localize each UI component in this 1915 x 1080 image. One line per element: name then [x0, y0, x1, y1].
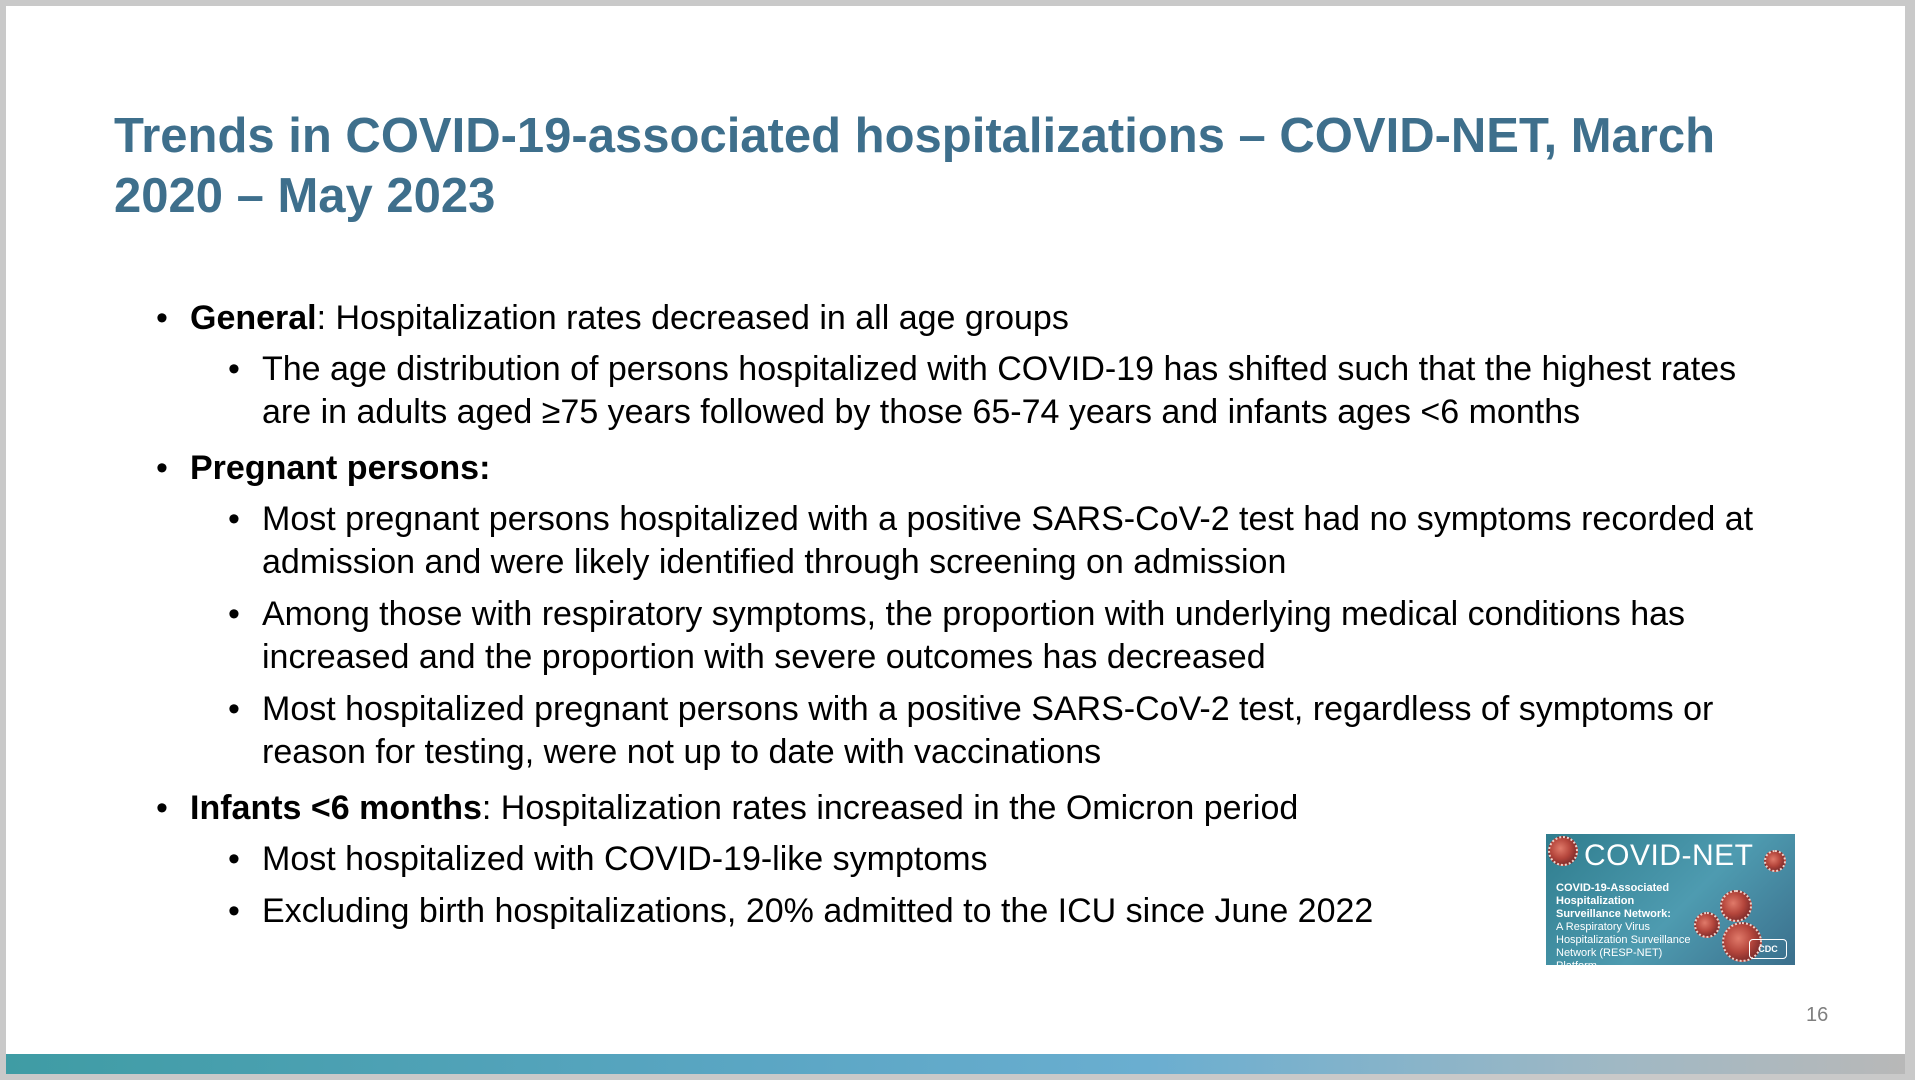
sub-bullet: • Most hospitalized pregnant persons with a positive SARS-CoV-2 test, regardless of symptoms or reason for testing, were not up to date with vaccinations — [146, 688, 1766, 774]
bullet-general-text: : Hospitalization rates decreased in all age groups — [316, 299, 1069, 337]
sub-bullet: • The age distribution of persons hospitalized with COVID-19 has shifted such that the highest rates are in adults aged ≥75 years followed by those 65-74 years and infants ages <6 months — [146, 348, 1766, 434]
bullet-infants-label: Infants <6 months — [190, 789, 482, 827]
page-number: 16 — [1806, 1004, 1829, 1026]
bullet-pregnant-label: Pregnant persons: — [190, 449, 491, 487]
bullet-infants-text: : Hospitalization rates increased in the Omicron period — [481, 789, 1299, 827]
cdc-logo-icon: CDC — [1749, 939, 1787, 959]
bullet-infants — [146, 786, 1766, 830]
bullet-general — [146, 296, 1766, 340]
logo-line: A Respiratory Virus — [1556, 921, 1650, 933]
logo-line: Surveillance Network: — [1556, 908, 1671, 920]
footer-bar — [6, 1054, 1905, 1074]
bullet-list — [146, 296, 1766, 942]
sub-bullet: • Among those with respiratory symptoms, the proportion with underlying medical conditions has increased and the proportion with severe outcomes has decreased — [146, 593, 1766, 679]
virus-icon — [1720, 890, 1752, 922]
covid-net-logo — [1546, 834, 1795, 972]
logo-line: Hospitalization — [1556, 895, 1635, 907]
logo-line: COVID-19-Associated — [1556, 882, 1670, 894]
virus-icon — [1764, 850, 1786, 872]
slide-title: Trends in COVID-19-associated hospitalizations – COVID-NET, March 2020 – May 2023 — [114, 109, 1716, 223]
bullet-general-label: General — [190, 299, 317, 337]
bullet-pregnant — [146, 446, 1766, 490]
logo-line: Hospitalization Surveillance — [1556, 934, 1691, 946]
sub-bullet: • Most pregnant persons hospitalized with a positive SARS-CoV-2 test had no symptoms recorded at admission and were likely identified through screening on admission — [146, 498, 1766, 584]
sub-bullet: • Most hospitalized with COVID-19-like symptoms — [146, 838, 1766, 881]
logo-line: Network (RESP-NET) Platform — [1556, 947, 1663, 972]
slide — [6, 6, 1905, 1074]
sub-bullet: • Excluding birth hospitalizations, 20% admitted to the ICU since June 2022 — [146, 890, 1766, 933]
logo-description — [1556, 882, 1706, 973]
virus-icon — [1548, 836, 1578, 866]
logo-title: COVID-NET — [1584, 839, 1754, 872]
